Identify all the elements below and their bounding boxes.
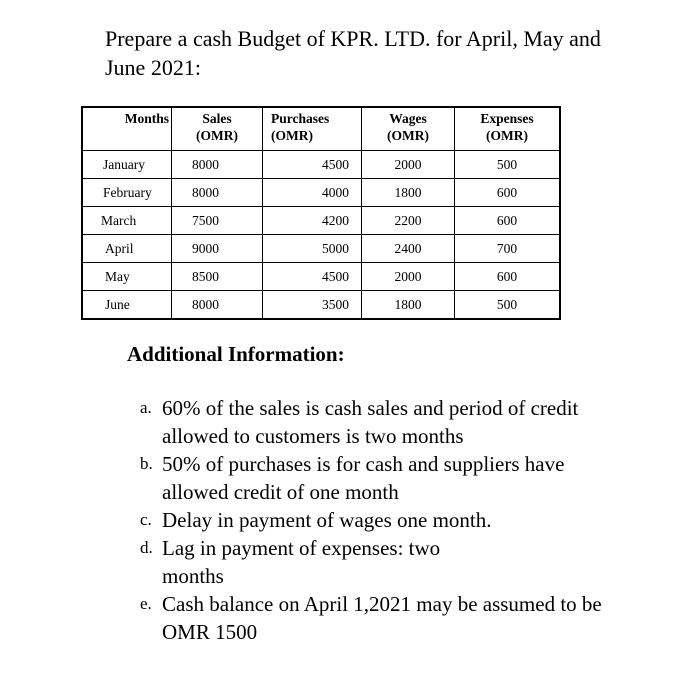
header-expenses-label: Expenses <box>480 111 534 126</box>
cell-wages: 1800 <box>362 179 455 207</box>
cell-purchases: 4000 <box>263 179 362 207</box>
budget-table-container <box>81 106 561 320</box>
cell-sales: 7500 <box>172 207 263 235</box>
cell-expenses: 700 <box>455 235 561 263</box>
list-item <box>140 506 620 534</box>
table-row <box>82 291 560 320</box>
item-text: Lag in payment of expenses: two months <box>162 536 441 588</box>
list-item <box>140 590 620 646</box>
table-row <box>82 235 560 263</box>
cell-purchases: 4500 <box>263 263 362 291</box>
cell-sales: 8500 <box>172 263 263 291</box>
cell-wages: 2400 <box>362 235 455 263</box>
table-row <box>82 263 560 291</box>
header-purchases-unit: (OMR) <box>271 128 313 143</box>
cell-expenses: 500 <box>455 291 561 320</box>
header-purchases-label: Purchases <box>271 111 330 126</box>
item-text: Cash balance on April 1,2021 may be assumed to be OMR 1500 <box>162 592 602 644</box>
item-text: 50% of purchases is for cash and suppliers have allowed credit of one month <box>162 452 565 504</box>
table-row <box>82 179 560 207</box>
cell-sales: 8000 <box>172 179 263 207</box>
cell-expenses: 600 <box>455 207 561 235</box>
item-text: 60% of the sales is cash sales and period of credit allowed to customers is two months <box>162 396 579 448</box>
header-wages-unit: (OMR) <box>387 128 429 143</box>
header-wages <box>362 107 455 151</box>
cell-expenses: 600 <box>455 179 561 207</box>
additional-info-heading: Additional Information: <box>127 342 345 366</box>
item-letter: a. <box>140 398 152 417</box>
header-purchases <box>263 107 362 151</box>
cell-expenses: 600 <box>455 263 561 291</box>
cell-month: May <box>82 263 172 291</box>
header-sales-unit: (OMR) <box>196 128 238 143</box>
cell-expenses: 500 <box>455 151 561 179</box>
header-sales-label: Sales <box>202 111 232 126</box>
cell-purchases: 4200 <box>263 207 362 235</box>
header-wages-label: Wages <box>389 111 427 126</box>
cell-month: June <box>82 291 172 320</box>
item-letter: e. <box>140 594 152 613</box>
header-sales <box>172 107 263 151</box>
cell-month: January <box>82 151 172 179</box>
cell-wages: 2200 <box>362 207 455 235</box>
additional-info-list <box>140 394 620 646</box>
cell-sales: 8000 <box>172 291 263 320</box>
cell-purchases: 5000 <box>263 235 362 263</box>
item-letter: c. <box>140 510 152 529</box>
list-item <box>140 450 620 506</box>
cell-month: February <box>82 179 172 207</box>
list-item <box>140 394 620 450</box>
page-title: Prepare a cash Budget of KPR. LTD. for April, May and June 2021: <box>105 26 601 80</box>
item-letter: b. <box>140 454 153 473</box>
list-item <box>140 534 620 590</box>
header-expenses-unit: (OMR) <box>486 128 528 143</box>
cell-sales: 8000 <box>172 151 263 179</box>
table-row <box>82 151 560 179</box>
table-header-row <box>82 107 560 151</box>
cell-wages: 2000 <box>362 263 455 291</box>
cell-wages: 2000 <box>362 151 455 179</box>
cell-wages: 1800 <box>362 291 455 320</box>
header-expenses <box>455 107 561 151</box>
header-months-label: Months <box>124 111 169 126</box>
budget-table <box>81 106 561 320</box>
cell-month: April <box>82 235 172 263</box>
item-text: Delay in payment of wages one month. <box>162 508 492 532</box>
cell-purchases: 3500 <box>263 291 362 320</box>
header-months <box>82 107 172 151</box>
cell-sales: 9000 <box>172 235 263 263</box>
item-letter: d. <box>140 538 153 557</box>
cell-purchases: 4500 <box>263 151 362 179</box>
cell-month: March <box>82 207 172 235</box>
table-row <box>82 207 560 235</box>
